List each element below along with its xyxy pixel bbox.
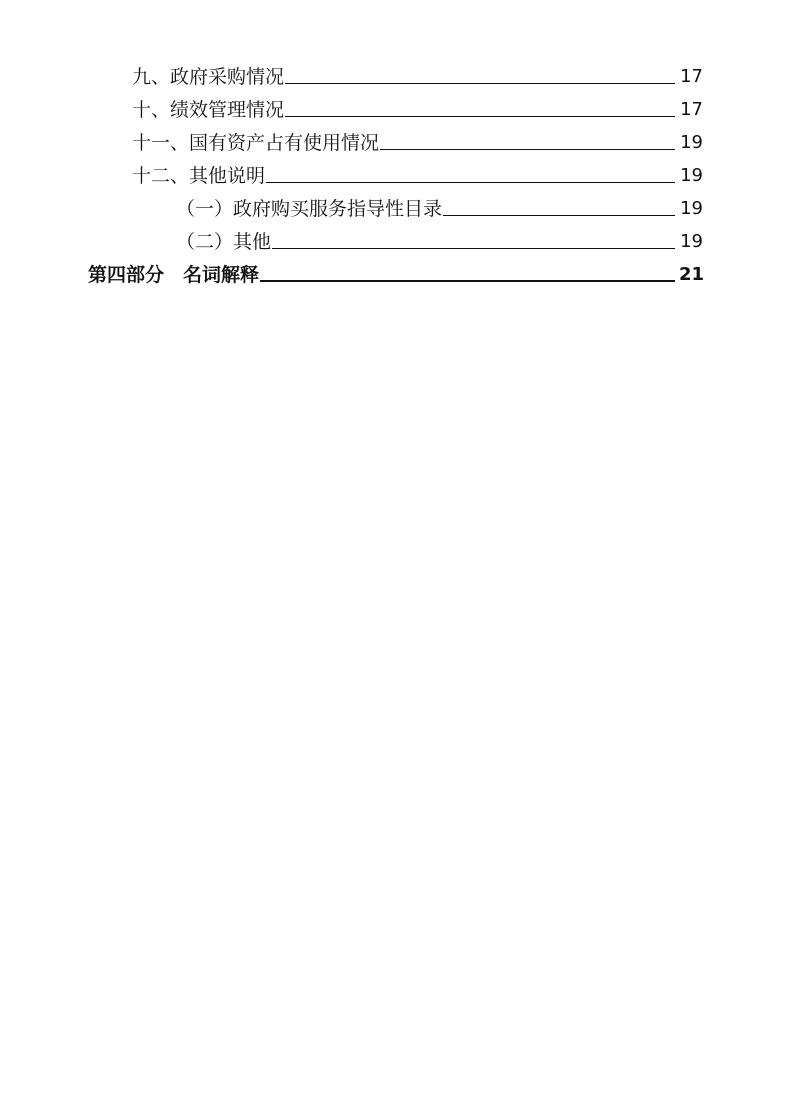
toc-entry-government-procurement[interactable] [132,60,703,88]
toc-page-number: 17 [680,66,703,87]
toc-page-number: 19 [680,231,703,252]
toc-leader-line [285,116,675,117]
toc-entry-state-assets[interactable] [132,126,703,154]
toc-page-number: 19 [680,198,703,219]
toc-leader-line [260,280,675,282]
toc-leader-line [285,83,675,84]
toc-entry-label: （二）其他 [176,231,272,253]
toc-entry-label: 十二、其他说明 [132,165,266,187]
toc-page-number: 19 [680,165,703,186]
toc-leader-line [266,182,675,183]
toc-leader-line [272,248,675,249]
toc-page-number: 21 [679,264,705,285]
toc-leader-line [443,215,675,216]
toc-entry-label: 九、政府采购情况 [132,66,285,88]
toc-leader-line [380,149,675,150]
toc-entry-service-catalog[interactable] [176,192,703,220]
toc-entry-label: 十、绩效管理情况 [132,99,285,121]
toc-page-number: 19 [680,132,703,153]
toc-entry-label: 十一、国有资产占有使用情况 [132,132,380,154]
toc-entry-performance-management[interactable] [132,93,703,121]
toc-entry-others[interactable] [176,225,703,253]
toc-entry-other-notes[interactable] [132,159,703,187]
toc-page-number: 17 [680,99,703,120]
toc-entry-label: 第四部分 名词解释 [88,264,260,286]
toc-entry-part-four-glossary[interactable] [88,258,703,286]
toc-entry-label: （一）政府购买服务指导性目录 [176,198,443,220]
